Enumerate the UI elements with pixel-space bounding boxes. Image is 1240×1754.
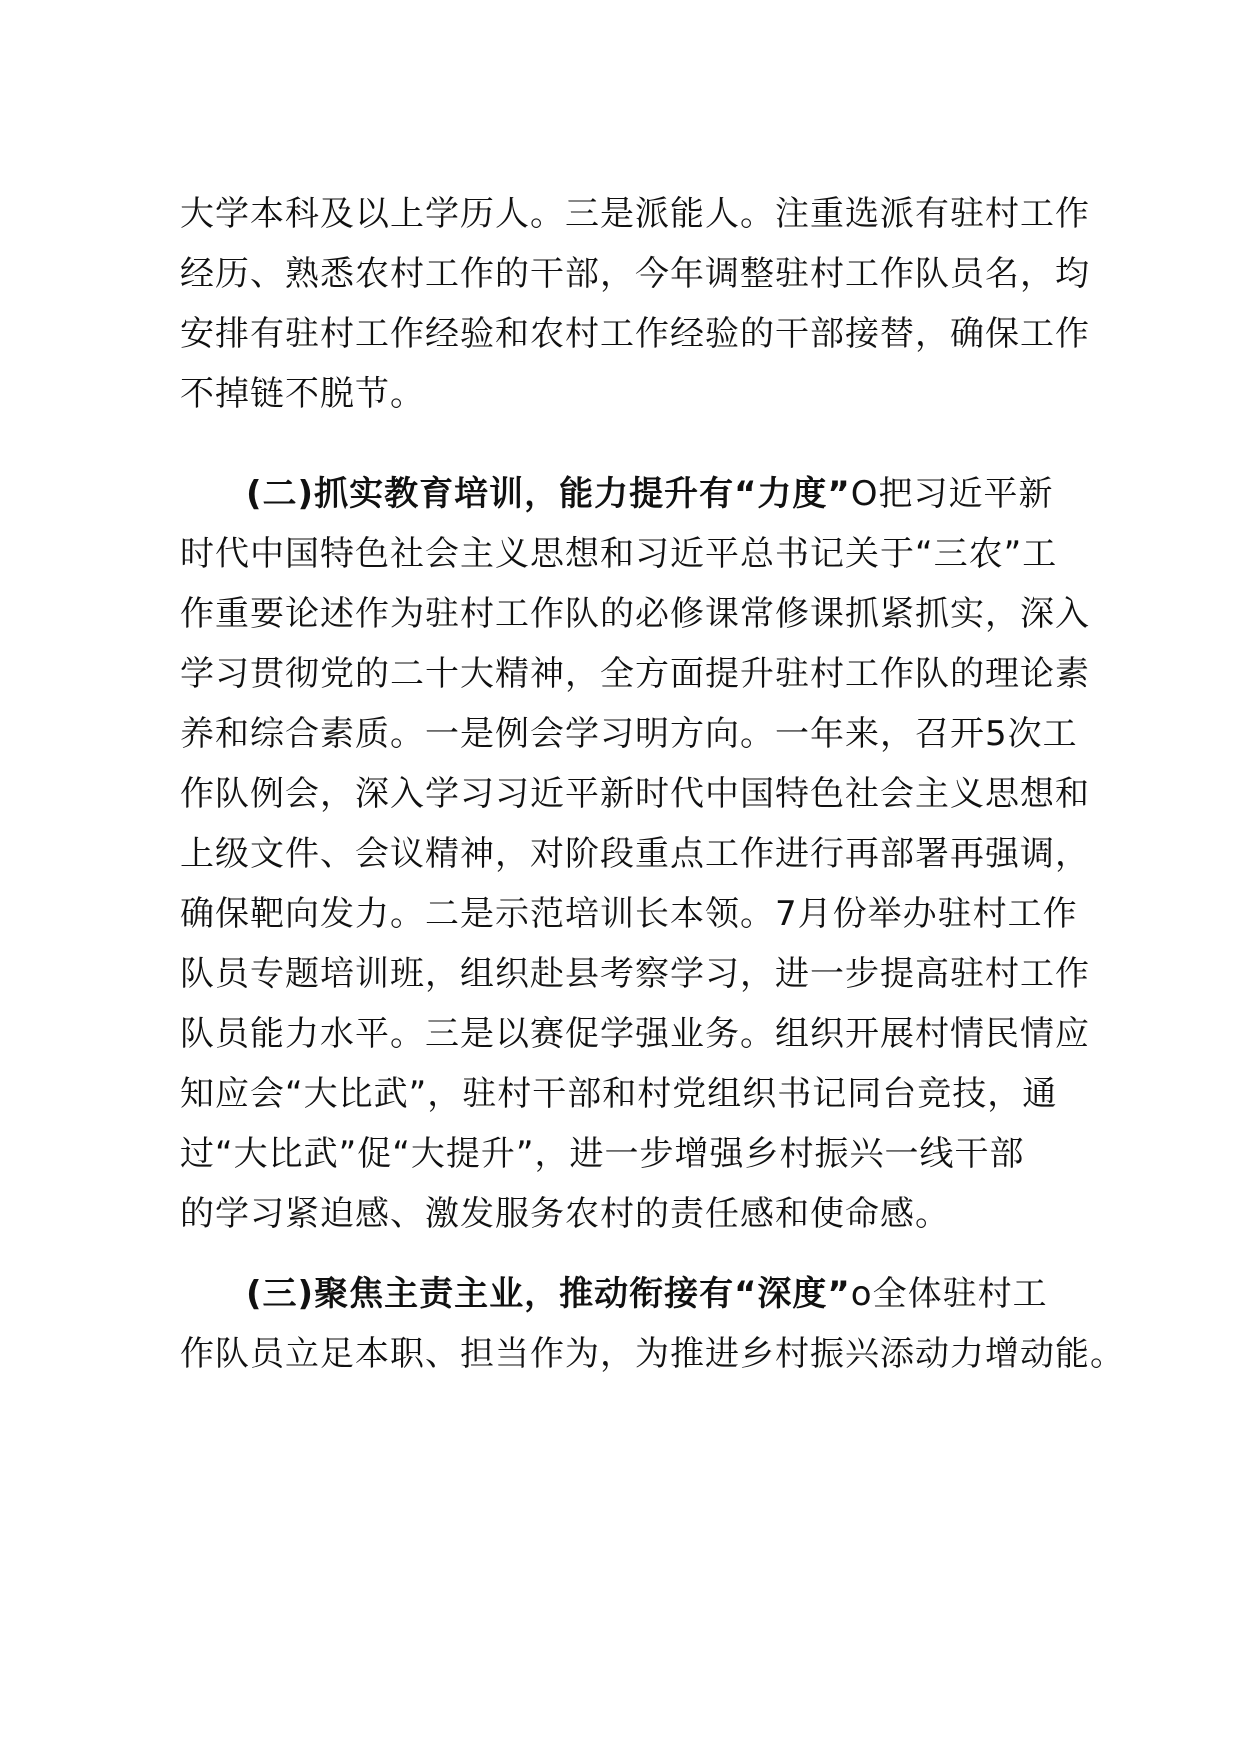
paragraph-line: 大学本科及以上学历人。三是派能人。注重选派有驻村工作 [180, 194, 1090, 234]
section-heading-line [246, 466, 1080, 522]
paragraph-line: 队员能力水平。三是以赛促学强业务。组织开展村情民情应 [180, 1014, 1090, 1054]
paragraph-line: 学习贯彻党的二十大精神，全方面提升驻村工作队的理论素 [180, 654, 1090, 694]
paragraph-line: 时代中国特色社会主义思想和习近平总书记关于“三农”工 [180, 534, 1058, 574]
paragraph-line: 队员专题培训班，组织赴县考察学习，进一步提高驻村工作 [180, 954, 1090, 994]
paragraph-line: 经历、熟悉农村工作的干部，今年调整驻村工作队员名，均 [180, 254, 1090, 294]
paragraph-line: 上级文件、会议精神，对阶段重点工作进行再部署再强调， [180, 834, 1090, 874]
section-lead-text: o全体驻村工 [850, 1274, 1048, 1314]
paragraph-line: 作队例会，深入学习习近平新时代中国特色社会主义思想和 [180, 774, 1090, 814]
paragraph-line: 安排有驻村工作经验和农村工作经验的干部接替，确保工作 [180, 314, 1090, 354]
section-heading-line [246, 1266, 1080, 1322]
section-lead-text: O把习近平新 [850, 474, 1054, 514]
paragraph-line: 养和综合素质。一是例会学习明方向。一年来，召开5次工 [180, 714, 1078, 754]
paragraph-line: 知应会“大比武”，驻村干部和村党组织书记同台竞技，通 [180, 1074, 1058, 1114]
section-heading-three: (三)聚焦主责主业，推动衔接有“深度” [246, 1274, 851, 1314]
paragraph-line: 过“大比武”促“大提升”，进一步增强乡村振兴一线干部 [180, 1134, 1025, 1174]
paragraph-line: 不掉链不脱节。 [180, 374, 425, 414]
paragraph-line: 确保靶向发力。二是示范培训长本领。7月份举办驻村工作 [180, 894, 1078, 934]
paragraph-line: 作重要论述作为驻村工作队的必修课常修课抓紧抓实，深入 [180, 594, 1090, 634]
paragraph-line: 作队员立足本职、担当作为，为推进乡村振兴添动力增动能。 [180, 1334, 1125, 1374]
section-heading-two: (二)抓实教育培训，能力提升有“力度” [246, 474, 851, 514]
paragraph-line: 的学习紧迫感、激发服务农村的责任感和使命感。 [180, 1194, 950, 1234]
